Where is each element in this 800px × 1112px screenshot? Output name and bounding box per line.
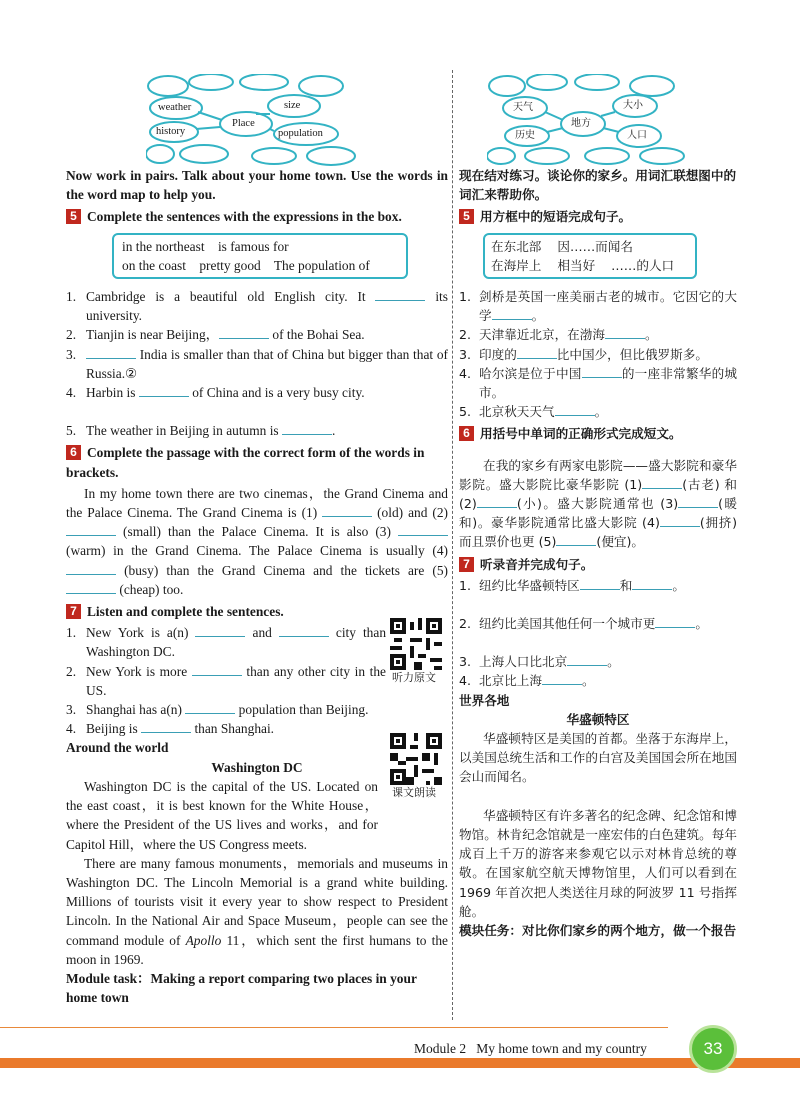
list-item: 3. 印度的 比中国少，但比俄罗斯多。 bbox=[459, 346, 708, 362]
answer-blank[interactable] bbox=[185, 701, 235, 714]
passage-6: 在我的家乡有两家电影院——盛大影院和豪华影院。盛大影院比豪华影院 (1) (古老) 和 (2) (小)。盛大影院通常也 (3) (暖和)。豪华影院通常比盛大影院 (4) (拥挤) 而且票价也更 (5) (便宜)。 bbox=[459, 457, 738, 550]
section-6-heading: 6 Complete the passage with the correct form of the words in brackets. bbox=[66, 445, 425, 480]
answer-blank[interactable] bbox=[139, 384, 189, 397]
word-place: Place bbox=[232, 118, 255, 129]
word-map bbox=[146, 74, 448, 166]
section-5-heading: 5 用方框中的短语完成句子。 bbox=[459, 207, 737, 226]
page-number: 33 bbox=[689, 1025, 737, 1073]
word-place: 地方 bbox=[571, 118, 591, 129]
answer-blank[interactable] bbox=[86, 346, 136, 359]
qr-code-icon bbox=[390, 618, 442, 670]
list-item: 4. Harbin is of China and is a very busy city. bbox=[66, 385, 365, 401]
answer-blank[interactable] bbox=[605, 326, 645, 339]
word-map bbox=[487, 74, 737, 166]
answer-blank[interactable] bbox=[517, 346, 557, 359]
answer-blank[interactable] bbox=[477, 495, 517, 508]
list-item: 4. 哈尔滨是位于中国 的一座非常繁华的城市。 bbox=[459, 365, 738, 401]
list-item: 3. 上海人口比北京 。 bbox=[459, 654, 620, 670]
answer-blank[interactable] bbox=[492, 307, 532, 320]
list-item: 5. 北京秋天天气 。 bbox=[459, 404, 608, 420]
answer-blank[interactable] bbox=[556, 533, 596, 546]
list-item: 1. 纽约比华盛顿特区 和 。 bbox=[459, 577, 685, 593]
list-item: 1. 剑桥是英国一座美丽古老的城市。它因它的大学 。 bbox=[459, 289, 737, 324]
answer-blank[interactable] bbox=[398, 523, 448, 536]
footer-rule bbox=[0, 1027, 668, 1028]
article-title: 华盛顿特区 bbox=[566, 711, 630, 727]
answer-blank[interactable] bbox=[279, 624, 329, 637]
answer-blank[interactable] bbox=[582, 365, 622, 378]
word-history: history bbox=[156, 126, 186, 137]
word-population: 人口 bbox=[627, 130, 647, 141]
english-column bbox=[66, 74, 448, 1007]
word-size: size bbox=[284, 100, 301, 111]
qr-code-listening[interactable] bbox=[390, 618, 442, 670]
expression-box: in the northeast is famous for on the coast pretty good The population of bbox=[112, 233, 408, 279]
answer-blank[interactable] bbox=[580, 577, 620, 590]
answer-blank[interactable] bbox=[660, 514, 700, 527]
qr-caption-reading: 课文朗读 bbox=[392, 786, 436, 799]
word-history: 历史 bbox=[515, 130, 535, 141]
article-para-2: There are many famous monuments，memorials and museums in Washington DC. The Lincoln Memorial is a grand white building. Millions of tourists visit it every year to show respect to President Lincoln. In the National Air and Space Museum，people can see the command module of Apollo 11，which sent the first humans to the moon in 1969. bbox=[66, 855, 449, 967]
answer-blank[interactable] bbox=[66, 523, 116, 536]
section-7-heading: 7 听录音并完成句子。 bbox=[459, 555, 737, 574]
answer-blank[interactable] bbox=[632, 577, 672, 590]
footer-bar bbox=[0, 1058, 800, 1068]
answer-blank[interactable] bbox=[282, 422, 332, 435]
answer-blank[interactable] bbox=[192, 663, 242, 676]
answer-blank[interactable] bbox=[66, 562, 116, 575]
article-para-1: 华盛顿特区是美国的首都。坐落于东海岸上，以美国总统生活和工作的白宫及美国国会所在地国会山而闻名。 bbox=[459, 731, 737, 785]
answer-blank[interactable] bbox=[642, 476, 682, 489]
word-population: population bbox=[278, 128, 323, 139]
answer-blank[interactable] bbox=[219, 326, 269, 339]
word-weather: weather bbox=[158, 102, 192, 113]
list-item: 1. Cambridge is a beautiful old English city. It its university. bbox=[66, 289, 448, 324]
answer-blank[interactable] bbox=[567, 653, 607, 666]
answer-blank[interactable] bbox=[655, 615, 695, 628]
section-7-heading: 7 Listen and complete the sentences. bbox=[66, 602, 448, 621]
qr-code-reading[interactable] bbox=[390, 733, 442, 785]
column-divider bbox=[452, 70, 453, 1020]
answer-blank[interactable] bbox=[542, 672, 582, 685]
passage-6: In my home town there are two cinemas，the Grand Cinema and the Palace Cinema. The Grand Cinema is (1) (old) and (2) (small) than the Palace Cinema. It is also (3) (warm) in the Grand Cinema. The Palace Cinema is usually (4) (busy) than the Grand Cinema and the tickets are (5) (cheap) too. bbox=[66, 485, 448, 597]
word-weather: 天气 bbox=[513, 102, 533, 113]
word-map-diagram bbox=[487, 74, 707, 166]
expression-box: 在东北部 因……而闻名 在海岸上 相当好 ……的人口 bbox=[483, 233, 697, 279]
answer-blank[interactable] bbox=[678, 495, 718, 508]
answer-blank[interactable] bbox=[322, 504, 372, 517]
list-item: 2. 天津靠近北京，在渤海 。 bbox=[459, 327, 658, 343]
qr-code-icon bbox=[390, 733, 442, 785]
list-item: 2. 纽约比美国其他任何一个城市更 。 bbox=[459, 616, 708, 632]
list-item: 5. The weather in Beijing in autumn is . bbox=[66, 423, 336, 439]
qr-caption-listening: 听力原文 bbox=[392, 671, 436, 684]
section-6-heading: 6 用括号中单词的正确形式完成短文。 bbox=[459, 424, 737, 443]
article-para-1: Washington DC is the capital of the US. Located on the east coast，it is best known for the White House，where the President of the US lives and works，and for Capitol Hill，where the US Congress meets. bbox=[66, 778, 378, 852]
list-item: 4. Beijing is than Shanghai. bbox=[66, 721, 275, 737]
intro-text: Now work in pairs. Talk about your home town. Use the words in the word map to help you. bbox=[66, 168, 448, 203]
chinese-column bbox=[459, 74, 737, 940]
module-task: Module task：Making a report comparing two places in your home town bbox=[66, 970, 417, 1006]
article-title: Washington DC bbox=[211, 759, 303, 775]
list-item: 4. 北京比上海 。 bbox=[459, 673, 595, 689]
list-item: 1. New York is a(n) and city than Washington DC. bbox=[66, 625, 387, 660]
word-map-diagram bbox=[146, 74, 376, 166]
around-world-heading: Around the world bbox=[66, 740, 169, 756]
answer-blank[interactable] bbox=[555, 403, 595, 416]
module-task: 模块任务：对比你们家乡的两个地方，做一个报告 bbox=[459, 922, 737, 938]
answer-blank[interactable] bbox=[141, 720, 191, 733]
list-item: 2. New York is more than any other city in the US. bbox=[66, 663, 386, 698]
list-item: 3. India is smaller than that of China but bigger than that of Russia.② bbox=[66, 346, 448, 381]
answer-blank[interactable] bbox=[66, 581, 116, 594]
answer-blank[interactable] bbox=[195, 624, 245, 637]
intro-text: 现在结对练习。谈论你的家乡。用词汇联想图中的词汇来帮助你。 bbox=[459, 168, 737, 203]
footer-module-title: Module 2 My home town and my country bbox=[414, 1041, 647, 1056]
article-para-2: 华盛顿特区有许多著名的纪念碑、纪念馆和博物馆。林肯纪念馆就是一座宏伟的白色建筑。每年成百上千万的游客来参观它以示对林肯总统的尊敬。在国家航空航天博物馆里，人们可以看到在 1969 年首次把人类送往月球的阿波罗 11 号指挥舱。 bbox=[459, 807, 737, 919]
list-item: 2. Tianjin is near Beijing， of the Bohai Sea. bbox=[66, 327, 365, 343]
list-item: 3. Shanghai has a(n) population than Beijing. bbox=[66, 702, 369, 718]
around-world-heading: 世界各地 bbox=[459, 692, 510, 708]
answer-blank[interactable] bbox=[375, 288, 425, 301]
section-5-heading: 5 Complete the sentences with the expressions in the box. bbox=[66, 207, 448, 226]
word-size: 大小 bbox=[623, 100, 643, 111]
